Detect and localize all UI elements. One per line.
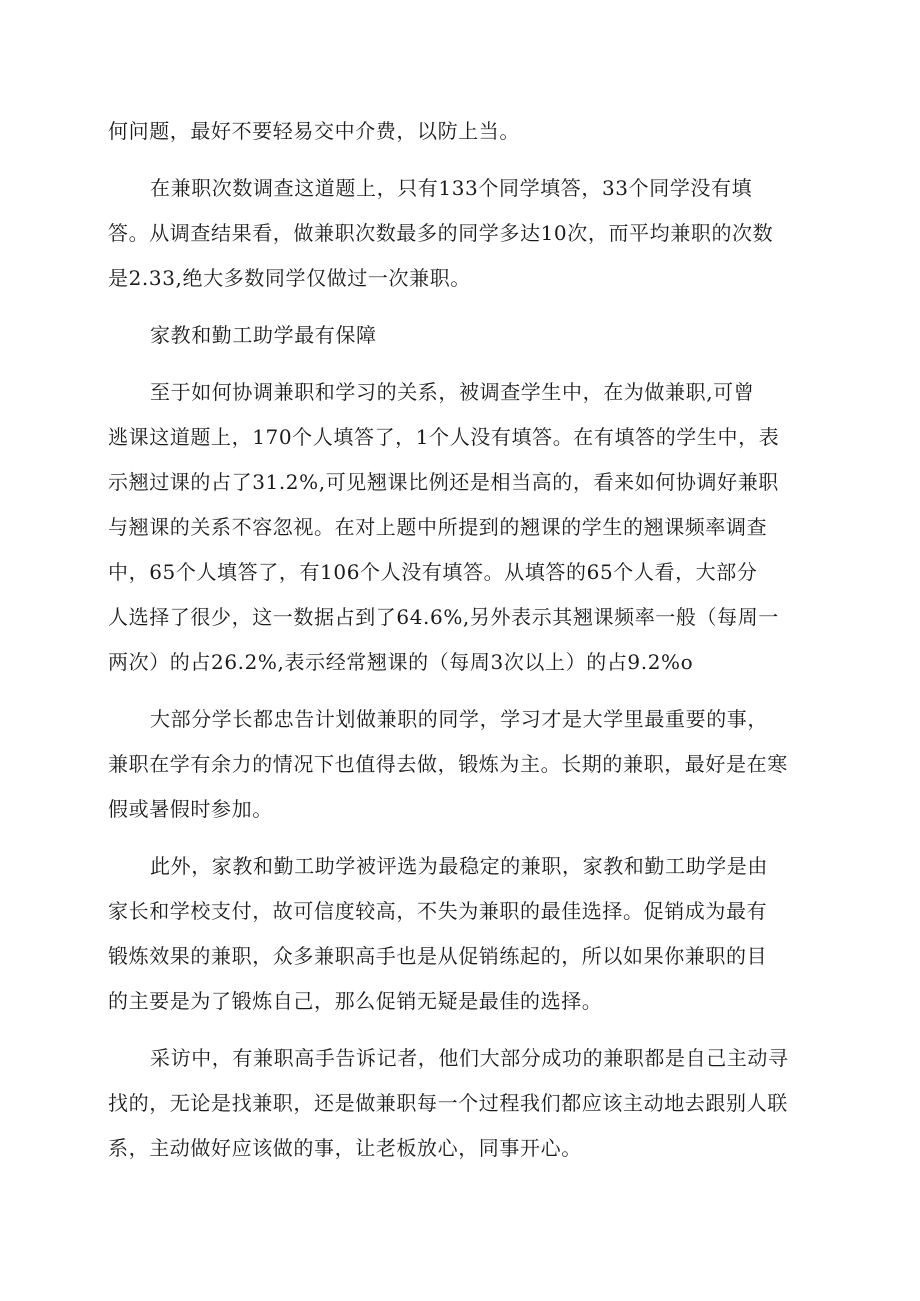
section-heading — [108, 313, 808, 358]
text-line: 与翘课的关系不容忽视。在对上题中所提到的翘课的学生的翘课频率调查 — [108, 515, 768, 539]
text-line: 兼职在学有余力的情况下也值得去做，锻炼为主。长期的兼职，最好是在寒 — [108, 752, 788, 776]
text-line: 答。从调查结果看，做兼职次数最多的同学多达10次，而平均兼职的次数 — [108, 221, 774, 245]
paragraph — [108, 370, 808, 685]
text-line: 的主要是为了锻炼自己，那么促销无疑是最佳的选择。 — [108, 989, 603, 1013]
text-line: 何问题，最好不要轻易交中介费，以防上当。 — [108, 119, 520, 143]
paragraph — [108, 1036, 808, 1171]
text-line: 采访中，有兼职高手告诉记者，他们大部分成功的兼职都是自己主动寻 — [150, 1046, 789, 1070]
text-line: 是2.33,绝大多数同学仅做过一次兼职。 — [108, 266, 471, 290]
text-line: 系，主动做好应该做的事，让老板放心，同事开心。 — [108, 1136, 582, 1160]
text-line: 家长和学校支付，故可信度较高，不失为兼职的最佳选择。促销成为最有 — [108, 899, 768, 923]
text-line: 找的，无论是找兼职，还是做兼职每一个过程我们都应该主动地去跟别人联 — [108, 1091, 788, 1115]
document-page — [108, 109, 808, 1183]
text-line: 假或暑假时参加。 — [108, 797, 273, 821]
text-line: 示翘过课的占了31.2%,可见翘课比例还是相当高的，看来如何协调好兼职 — [108, 470, 779, 494]
text-line: 大部分学长都忠告计划做兼职的同学，学习才是大学里最重要的事， — [150, 707, 768, 731]
paragraph — [108, 844, 808, 1024]
text-line: 逃课这道题上，170个人填答了，1个人没有填答。在有填答的学生中，表 — [108, 425, 780, 449]
text-line: 中，65个人填答了，有106个人没有填答。从填答的65个人看，大部分 — [108, 560, 758, 584]
paragraph — [108, 697, 808, 832]
text-line: 至于如何协调兼职和学习的关系，被调查学生中，在为做兼职,可曾 — [150, 380, 755, 404]
text-line: 人选择了很少，这一数据占到了64.6%,另外表示其翘课频率一般（每周一 — [108, 605, 779, 629]
text-line: 家教和勤工助学最有保障 — [150, 323, 377, 347]
text-line: 此外，家教和勤工助学被评选为最稳定的兼职，家教和勤工助学是由 — [150, 854, 768, 878]
paragraph — [108, 166, 808, 301]
paragraph — [108, 109, 808, 154]
text-line: 两次）的占26.2%,表示经常翘课的（每周3次以上）的占9.2%o — [108, 650, 694, 674]
text-line: 在兼职次数调查这道题上，只有133个同学填答，33个同学没有填 — [150, 176, 753, 200]
text-line: 锻炼效果的兼职，众多兼职高手也是从促销练起的，所以如果你兼职的目 — [108, 944, 768, 968]
